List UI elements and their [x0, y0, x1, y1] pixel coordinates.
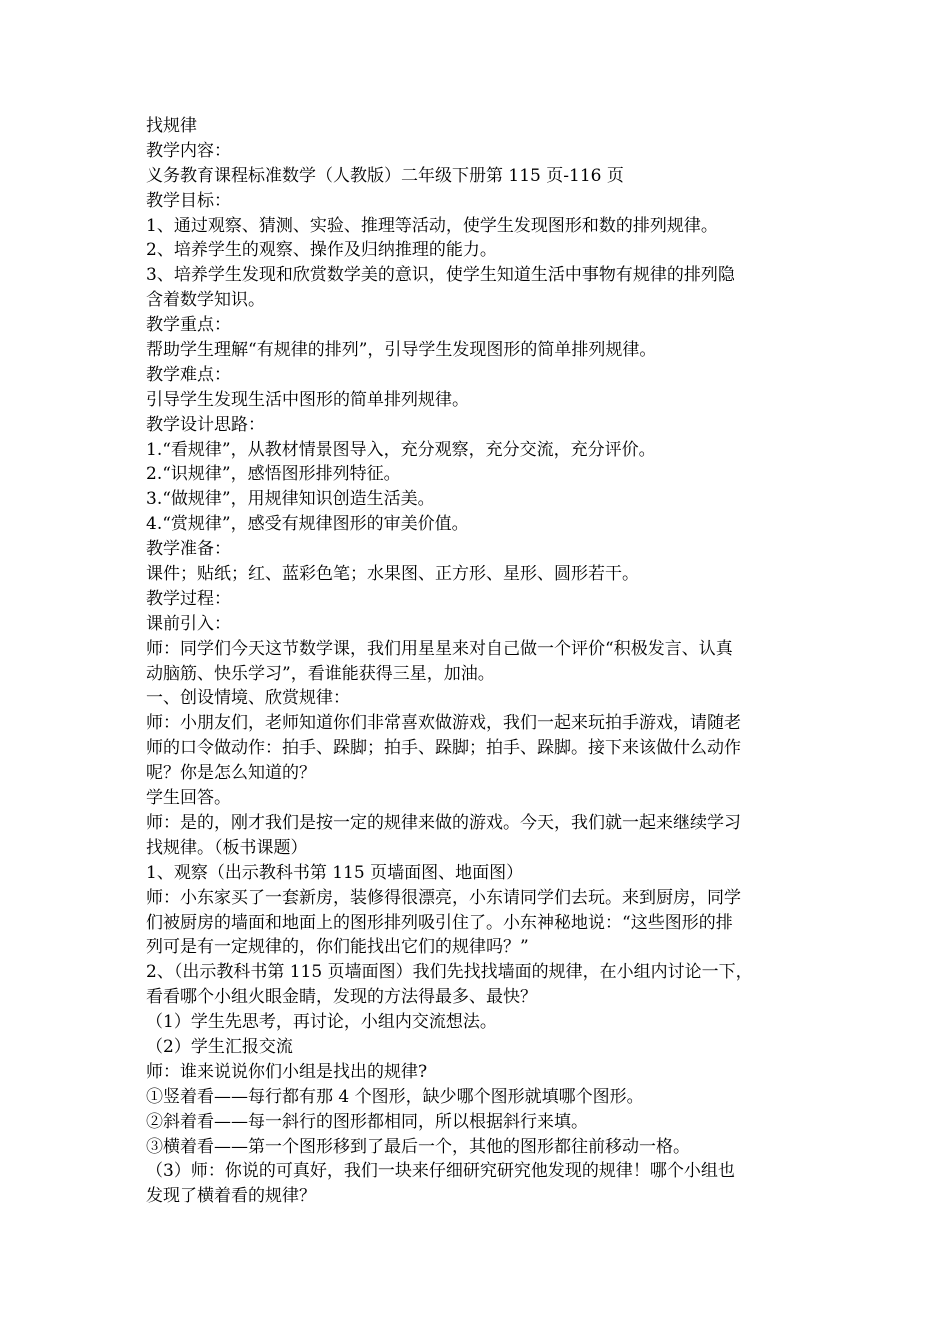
text-line: 教学重点：: [146, 315, 231, 336]
text-line: 师：谁来说说你们小组是找出的规律?: [146, 1061, 428, 1082]
text-line: 教学准备：: [146, 539, 231, 560]
text-line: 1、通过观察、猜测、实验、推理等活动，使学生发现图形和数的排列规律。: [146, 215, 718, 236]
text-line: 教学过程：: [146, 588, 231, 609]
document-title: 找规律: [146, 116, 197, 136]
text-line: 引导学生发现生活中图形的简单排列规律。: [146, 389, 469, 410]
text-line: 含着数学知识。: [146, 290, 265, 311]
text-line: 2.“识规律”，感悟图形排列特征。: [146, 464, 401, 485]
text-line: 1.“看规律”，从教材情景图导入，充分观察，充分交流，充分评价。: [146, 439, 656, 460]
text-line: 师：小东家买了一套新房，装修得很漂亮，小东请同学们去玩。来到厨房，同学: [146, 887, 741, 908]
text-line: 课前引入：: [146, 613, 231, 634]
text-line: （1）学生先思考，再讨论，小组内交流想法。: [146, 1012, 497, 1033]
text-line: 3.“做规律”，用规律知识创造生活美。: [146, 489, 435, 510]
text-line: 师：小朋友们，老师知道你们非常喜欢做游戏，我们一起来玩拍手游戏，请随老: [146, 713, 741, 734]
text-line: 呢？你是怎么知道的？: [146, 763, 316, 784]
text-line: 义务教育课程标准数学（人教版）二年级下册第 115 页-116 页: [146, 165, 624, 186]
text-line: 看看哪个小组火眼金睛，发现的方法得最多、最快？: [146, 987, 537, 1008]
text-line: 发现了横着看的规律？: [146, 1186, 316, 1207]
text-line: 一、创设情境、欣赏规律：: [146, 688, 350, 709]
text-line: 2、培养学生的观察、操作及归纳推理的能力。: [146, 240, 497, 261]
text-line: 们被厨房的墙面和地面上的图形排列吸引住了。小东神秘地说：“这些图形的排: [146, 912, 733, 933]
text-line: 师：是的，刚才我们是按一定的规律来做的游戏。今天，我们就一起来继续学习: [146, 812, 741, 833]
text-line: 帮助学生理解“有规律的排列”，引导学生发现图形的简单排列规律。: [146, 340, 657, 361]
text-line: 找规律。（板书课题）: [146, 837, 308, 858]
text-line: 教学难点：: [146, 364, 231, 385]
text-line: 教学内容：: [146, 140, 231, 161]
text-line: 1、观察（出示教科书第 115 页墙面图、地面图）: [146, 862, 524, 883]
text-line: 动脑筋、快乐学习”，看谁能获得三星，加油。: [146, 663, 495, 684]
text-line: ①竖着看——每行都有那 4 个图形，缺少哪个图形就填哪个图形。: [146, 1086, 644, 1107]
text-line: 教学设计思路：: [146, 414, 265, 435]
text-line: 教学目标：: [146, 190, 231, 211]
text-line: 课件；贴纸；红、蓝彩色笔；水果图、正方形、星形、圆形若干。: [146, 564, 639, 585]
text-line: （3）师：你说的可真好，我们一块来仔细研究研究他发现的规律！哪个小组也: [146, 1161, 735, 1182]
text-line: 学生回答。: [146, 788, 231, 809]
text-line: 师的口令做动作：拍手、跺脚；拍手、跺脚；拍手、跺脚。接下来该做什么动作: [146, 738, 741, 759]
document-body: [146, 114, 816, 1209]
text-line: 列可是有一定规律的，你们能找出它们的规律吗？”: [146, 937, 529, 958]
text-line: 3、培养学生发现和欣赏数学美的意识，使学生知道生活中事物有规律的排列隐: [146, 265, 735, 286]
text-line: ②斜着看——每一斜行的图形都相同，所以根据斜行来填。: [146, 1111, 588, 1132]
text-line: 4.“赏规律”，感受有规律图形的审美价值。: [146, 514, 469, 535]
text-line: （2）学生汇报交流: [146, 1036, 293, 1057]
text-line: 2、（出示教科书第 115 页墙面图）我们先找找墙面的规律，在小组内讨论一下，: [146, 962, 753, 983]
text-line: ③横着看——第一个图形移到了最后一个，其他的图形都往前移动一格。: [146, 1136, 690, 1157]
text-line: 师：同学们今天这节数学课，我们用星星来对自己做一个评价“积极发言、认真: [146, 638, 733, 659]
